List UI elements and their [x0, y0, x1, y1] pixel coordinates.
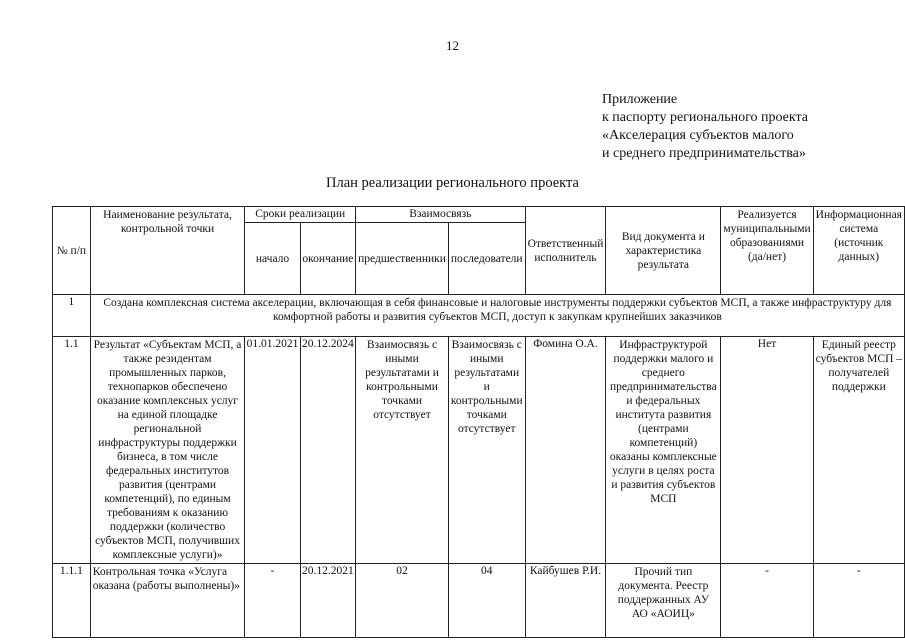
row-implemented	[721, 337, 813, 564]
row-predecessors	[356, 337, 449, 564]
row-info	[813, 564, 904, 638]
header-doc-label: Вид документа и характеристика результата	[621, 230, 705, 271]
header-predecessors-label: предшественники	[358, 252, 446, 265]
row-doc-value: Инфраструктурой поддержки малого и среднего предпринимательства и федеральных института развития (центрами компетенций) оказаны комплексные услуги в целях роста и развития субъектов МСП	[609, 339, 717, 505]
header-responsible-label: Ответственный исполнитель	[527, 237, 604, 264]
header-info	[813, 207, 904, 295]
appendix-line: «Акселерация субъектов малого	[602, 128, 794, 143]
header-relation	[356, 207, 525, 223]
header-terms-label: Сроки реализации	[255, 208, 346, 220]
row-num-value: 1.1.1	[59, 565, 83, 577]
header-end-label: окончание	[302, 252, 354, 265]
row-successors-value: Взаимосвязь с иными результатами и контрольными точками отсутствует	[450, 339, 523, 435]
section-num-value: 1	[68, 296, 75, 308]
row-responsible-value: Фомина О.А.	[533, 338, 598, 350]
row-predecessors	[356, 564, 449, 638]
row-name	[90, 337, 245, 564]
header-num-label: № п/п	[56, 244, 87, 257]
header-responsible	[525, 207, 606, 295]
row-doc	[606, 337, 721, 564]
row-info	[813, 337, 904, 564]
row-implemented-value: Нет	[757, 338, 777, 350]
row-implemented	[721, 564, 813, 638]
header-start	[245, 223, 300, 295]
appendix-line: и среднего предпринимательства»	[602, 146, 806, 161]
row-successors	[448, 564, 525, 638]
row-implemented-value: -	[765, 565, 769, 577]
section-text-value: Создана комплексная система акселерации, включающая в себя финансовые и налоговые инструменты поддержки субъектов МСП, а также инфраструктуру для комфортной работы и развития субъектов МСП, доступ к закупкам крупнейших заказчиков	[103, 297, 892, 323]
row-start-value: 01.01.2021	[246, 338, 299, 350]
appendix-block	[602, 91, 808, 163]
row-end	[300, 564, 355, 638]
plan-table	[52, 206, 905, 638]
row-responsible	[525, 564, 606, 638]
header-end	[300, 223, 355, 295]
row-doc	[606, 564, 721, 638]
row-info-value: Единый реестр субъектов МСП – получателей поддержки	[815, 339, 903, 393]
row-successors	[448, 337, 525, 564]
header-num	[53, 207, 91, 295]
header-successors	[448, 223, 525, 295]
table-row	[53, 337, 905, 564]
row-num-value: 1.1	[64, 338, 79, 350]
row-start	[245, 337, 300, 564]
row-num	[53, 564, 91, 638]
row-num	[53, 337, 91, 564]
header-predecessors	[356, 223, 449, 295]
row-end-value: 20.12.2021	[302, 565, 354, 577]
row-successors-value: 04	[480, 565, 493, 577]
row-name	[90, 564, 245, 638]
header-implemented-label: Реализуется муниципальными образованиями (да/нет)	[723, 209, 811, 263]
header-info-label: Информационная система (источник данных)	[815, 209, 902, 263]
row-end	[300, 337, 355, 564]
table-row	[53, 564, 905, 638]
row-start-value: -	[270, 565, 275, 577]
row-name-value: Результат «Субъектам МСП, а также резидентам промышленных парков, технопарков обеспечено оказание комплексных услуг на единой площадке региональной инфраструктуры поддержки бизнеса, в том числе федеральных институтов развития (центрами компетенций), по единым требованиям к оказанию поддержки (количество субъектов МСП, получивших комплексные услуги)»	[93, 339, 242, 561]
header-relation-label: Взаимосвязь	[409, 208, 472, 220]
plan-title: План реализации регионального проекта	[326, 175, 579, 191]
row-start	[245, 564, 300, 638]
header-doc	[606, 207, 721, 295]
row-predecessors-value: Взаимосвязь с иными результатами и контрольными точками отсутствует	[365, 339, 439, 421]
page-number: 12	[446, 38, 459, 53]
header-name-label: Наименование результата, контрольной точки	[103, 209, 232, 235]
header-terms	[245, 207, 356, 223]
section-num	[53, 295, 91, 337]
row-predecessors-value: 02	[396, 565, 408, 577]
appendix-line: к паспорту регионального проекта	[602, 110, 808, 125]
section-text	[90, 295, 904, 337]
header-successors-label: последователи	[450, 252, 523, 265]
row-name-value: Контрольная точка «Услуга оказана (работы выполнены)»	[92, 566, 240, 592]
header-name	[90, 207, 245, 295]
row-responsible-value: Кайбушев Р.И.	[529, 565, 602, 577]
row-info-value: -	[856, 565, 861, 577]
row-doc-value: Прочий тип документа. Реестр поддержанных АУ АО «АОИЦ»	[617, 566, 709, 620]
row-end-value: 20.12.2024	[302, 338, 354, 350]
row-responsible	[525, 337, 606, 564]
header-start-label: начало	[255, 252, 290, 265]
header-implemented	[721, 207, 813, 295]
appendix-line: Приложение	[602, 92, 678, 107]
